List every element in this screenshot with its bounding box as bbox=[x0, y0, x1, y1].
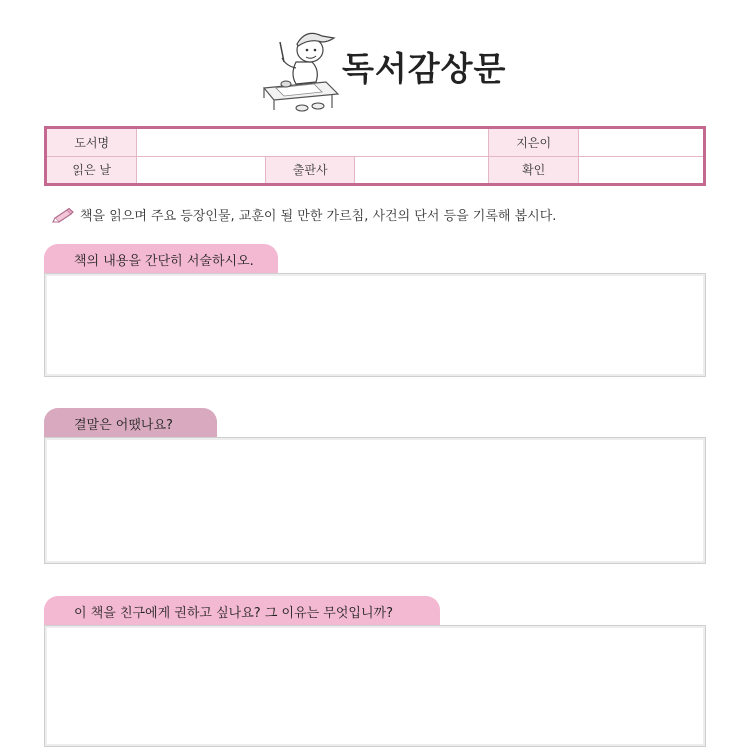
section-summary-tab bbox=[44, 244, 278, 274]
book-name-field[interactable] bbox=[137, 128, 489, 157]
section-recommend-tab bbox=[44, 596, 440, 626]
author-label: 지은이 bbox=[488, 128, 578, 157]
page-header bbox=[0, 0, 750, 125]
section-recommend-title: 이 책을 친구에게 권하고 싶나요? 그 이유는 무엇입니까? bbox=[74, 605, 394, 621]
confirm-field[interactable] bbox=[579, 156, 705, 185]
section-ending-box[interactable] bbox=[44, 437, 706, 564]
book-name-label: 도서명 bbox=[46, 128, 137, 157]
read-date-field[interactable] bbox=[137, 156, 266, 185]
page-title: 독서감상문 bbox=[342, 49, 507, 88]
author-field[interactable] bbox=[579, 128, 705, 157]
instruction bbox=[52, 205, 556, 224]
instruction-text: 책을 읽으며 주요 등장인물, 교훈이 될 만한 가르침, 사건의 단서 등을 기록해 봅시다. bbox=[80, 209, 557, 224]
read-date-label: 읽은 날 bbox=[46, 156, 137, 185]
section-summary-box[interactable] bbox=[44, 273, 706, 377]
book-info-table bbox=[44, 126, 706, 186]
section-ending-title: 결말은 어땠나요? bbox=[74, 417, 173, 433]
boy-writing-illustration-icon bbox=[262, 22, 340, 114]
table-row bbox=[46, 156, 705, 185]
section-summary-title: 책의 내용을 간단히 서술하시오. bbox=[74, 253, 254, 269]
pencil-icon bbox=[52, 207, 74, 223]
publisher-field[interactable] bbox=[355, 156, 489, 185]
section-recommend-box[interactable] bbox=[44, 625, 706, 747]
section-ending-tab bbox=[44, 408, 217, 438]
confirm-label: 확인 bbox=[488, 156, 578, 185]
publisher-label: 출판사 bbox=[265, 156, 354, 185]
table-row bbox=[46, 128, 705, 157]
